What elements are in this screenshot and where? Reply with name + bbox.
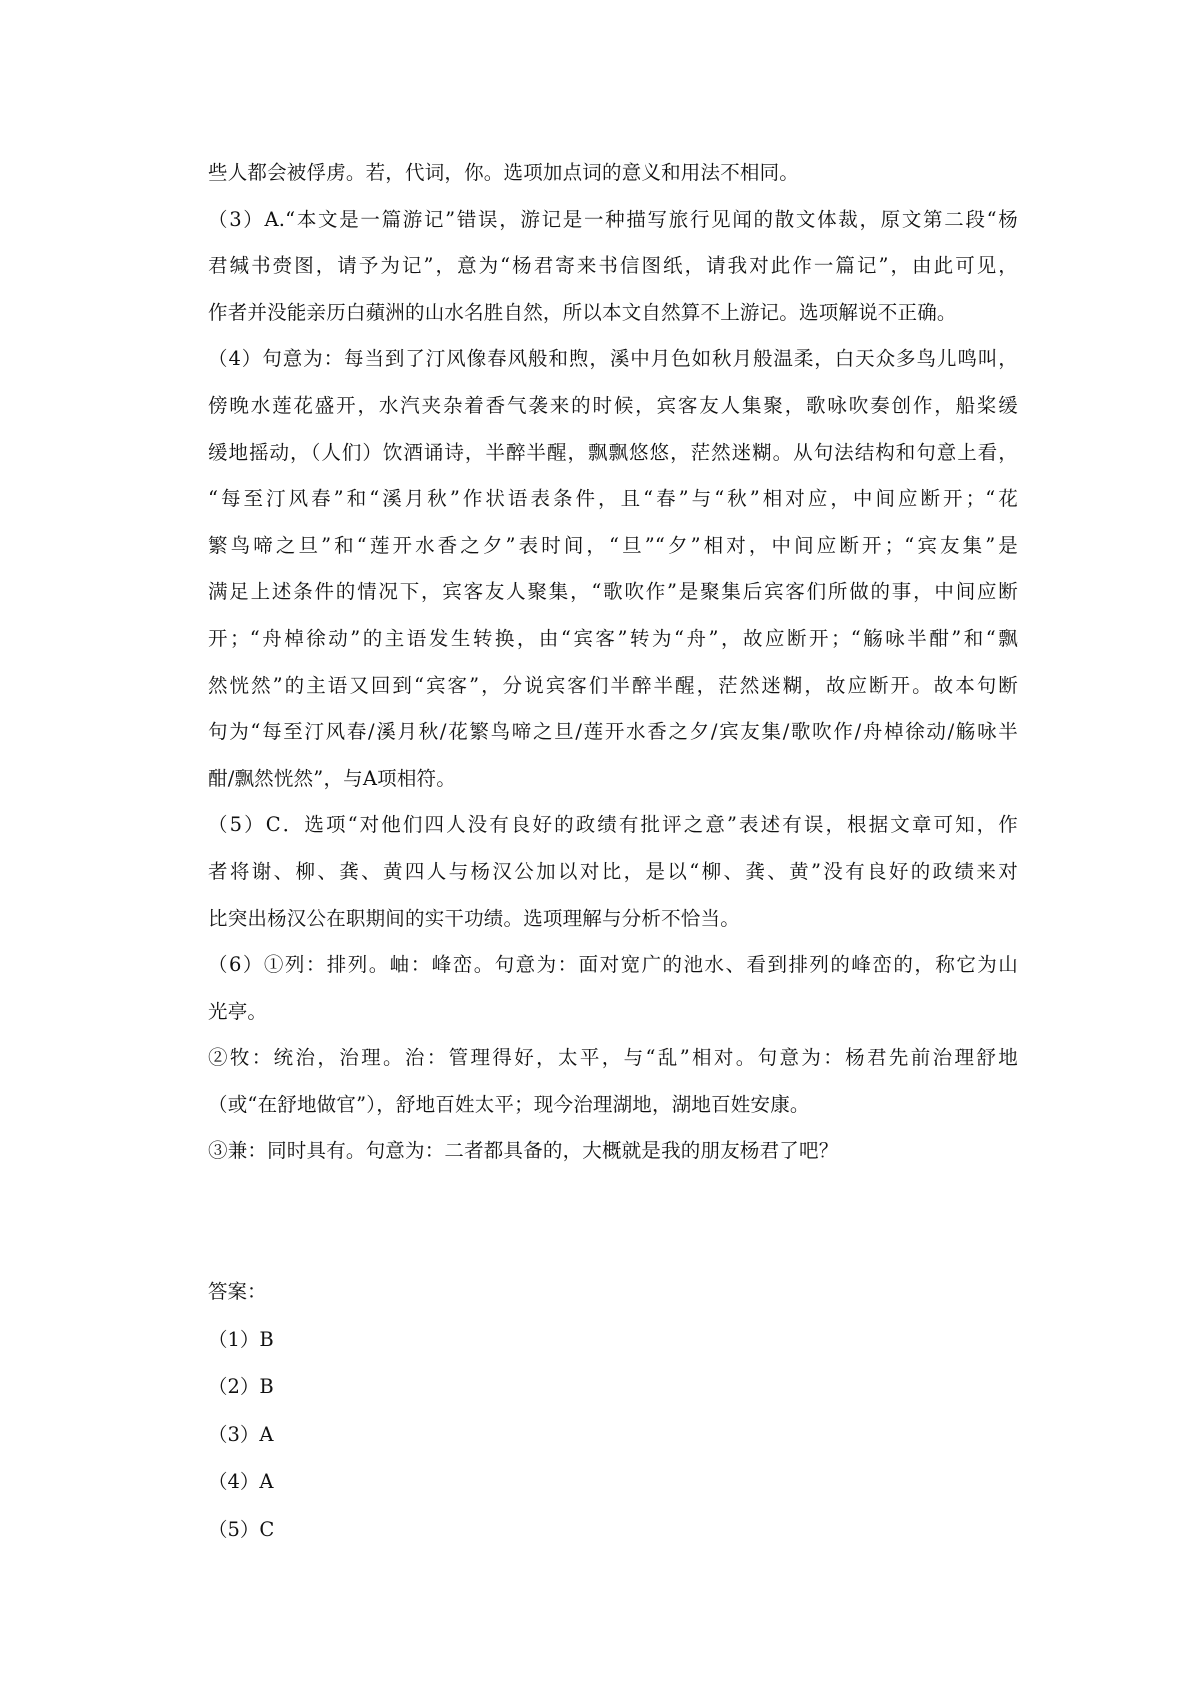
explanation-line: （4）句意为：每当到了汀风像春风般和煦，溪中月色如秋月般温柔，白天众多鸟儿鸣叫， xyxy=(208,347,1018,371)
explanation-line: 傍晚水莲花盛开，水汽夹杂着香气袭来的时候，宾客友人集聚，歌咏吹奏创作，船桨缓 xyxy=(208,393,1018,417)
explanation-line: ②牧：统治，治理。治：管理得好，太平，与“乱”相对。句意为：杨君先前治理舒地 xyxy=(208,1046,1018,1070)
explanation-line: ③兼：同时具有。句意为：二者都具备的，大概就是我的朋友杨君了吧？ xyxy=(208,1139,839,1163)
explanation-line: （3）A.“本文是一篇游记”错误，游记是一种描写旅行见闻的散文体裁，原文第二段“杨 xyxy=(208,207,1018,231)
explanation-line: 开；“舟棹徐动”的主语发生转换，由“宾客”转为“舟”，故应断开；“觞咏半酣”和“飘 xyxy=(208,626,1018,650)
explanation-line: 繁鸟啼之旦”和“莲开水香之夕”表时间，“旦”“夕”相对，中间应断开；“宾友集”是 xyxy=(208,533,1018,557)
explanation-line: （6）①列：排列。岫：峰峦。句意为：面对宽广的池水、看到排列的峰峦的，称它为山 xyxy=(208,953,1018,977)
explanation-line: （5）C．选项“对他们四人没有良好的政绩有批评之意”表述有误，根据文章可知，作 xyxy=(208,813,1018,837)
answer-item: （4）A xyxy=(208,1470,274,1494)
section-spacer xyxy=(208,1175,1018,1268)
explanation-line: 比突出杨汉公在职期间的实干功绩。选项理解与分析不恰当。 xyxy=(208,906,740,930)
explanation-line: 光亭。 xyxy=(208,999,268,1023)
answers-section xyxy=(208,1268,1018,1554)
answer-item: （3）A xyxy=(208,1422,274,1446)
explanation-line: 缓地摇动，（人们）饮酒诵诗，半醉半醒，飘飘悠悠，茫然迷糊。从句法结构和句意上看， xyxy=(208,440,1018,464)
explanation-line: 然恍然”的主语又回到“宾客”，分说宾客们半醉半醒，茫然迷糊，故应断开。故本句断 xyxy=(208,673,1018,697)
answer-item: （1）B xyxy=(208,1327,274,1351)
answers-heading: 答案： xyxy=(208,1280,267,1304)
answer-item: （5）C xyxy=(208,1518,275,1542)
answer-item: （2）B xyxy=(208,1375,274,1399)
page-content xyxy=(208,150,1018,1554)
explanation-line: 满足上述条件的情况下，宾客友人聚集，“歌吹作”是聚集后宾客们所做的事，中间应断 xyxy=(208,580,1018,604)
explanation-line: 者将谢、柳、龚、黄四人与杨汉公加以对比，是以“柳、龚、黄”没有良好的政绩来对 xyxy=(208,859,1018,883)
explanation-line: 些人都会被俘虏。若，代词，你。选项加点词的意义和用法不相同。 xyxy=(208,161,800,184)
explanation-section xyxy=(208,150,1018,1175)
explanation-line: “每至汀风春”和“溪月秋”作状语表条件，且“春”与“秋”相对应，中间应断开；“花 xyxy=(208,487,1018,511)
explanation-line: 句为“每至汀风春/溪月秋/花繁鸟啼之旦/莲开水香之夕/宾友集/歌吹作/舟棹徐动/觞咏半 xyxy=(208,720,1018,744)
explanation-line: （或“在舒地做官”），舒地百姓太平；现今治理湖地，湖地百姓安康。 xyxy=(208,1092,810,1116)
explanation-line: 君缄书赍图，请予为记”，意为“杨君寄来书信图纸，请我对此作一篇记”，由此可见， xyxy=(208,254,1018,278)
explanation-line: 酣/飘然恍然”，与A项相符。 xyxy=(208,766,456,790)
explanation-line: 作者并没能亲历白蘋洲的山水名胜自然，所以本文自然算不上游记。选项解说不正确。 xyxy=(208,300,957,324)
